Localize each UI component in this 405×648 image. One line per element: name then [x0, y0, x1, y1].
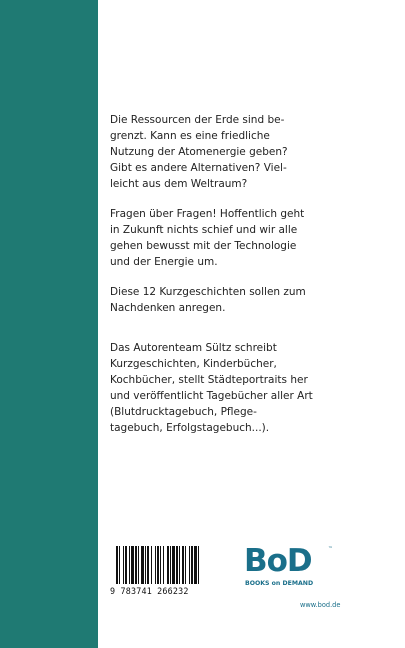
barcode-bar	[119, 546, 120, 584]
blurb-paragraph-3	[110, 284, 360, 316]
blurb-line: Fragen über Fragen! Hoffentlich geht	[110, 208, 305, 220]
barcode-bar	[189, 546, 190, 584]
blurb-line: in Zukunft nichts schief und wir alle	[110, 224, 298, 236]
barcode-bar	[167, 546, 169, 584]
bod-logo-subtitle: BOOKS on DEMAND	[245, 580, 314, 587]
barcode-bar	[141, 546, 144, 584]
barcode-bar	[172, 546, 175, 584]
barcode-bar	[125, 546, 127, 584]
author-line: Das Autorenteam Sültz schreibt	[110, 342, 277, 354]
author-line: tagebuch, Erfolgstagebuch...).	[110, 422, 270, 434]
isbn-barcode	[110, 546, 236, 596]
blurb-line: und der Energie um.	[110, 256, 218, 268]
author-line: (Blutdrucktagebuch, Pflege-	[110, 406, 257, 418]
blurb-line: leicht aus dem Weltraum?	[110, 178, 248, 190]
barcode-bar	[151, 546, 152, 584]
blurb-paragraph-2	[110, 206, 360, 270]
spine-band	[0, 0, 98, 648]
barcode-bar	[131, 546, 134, 584]
author-line: Kochbücher, stellt Städteportraits her	[110, 374, 308, 386]
barcode-bar	[157, 546, 159, 584]
bod-logo-mark: BoD	[244, 543, 312, 579]
barcode-bar	[198, 546, 199, 584]
barcode-bar	[123, 546, 124, 584]
blurb-line: grenzt. Kann es eine friedliche	[110, 130, 270, 142]
barcode-bar	[155, 546, 156, 584]
blurb-line: gehen bewusst mit der Technologie	[110, 240, 297, 252]
barcode-bar	[147, 546, 149, 584]
barcode-bars	[116, 546, 232, 584]
barcode-bar	[160, 546, 161, 584]
author-line: und veröffentlicht Tagebücher aller Art	[110, 390, 313, 402]
barcode-bar	[163, 546, 164, 584]
blurb-line: Die Ressourcen der Erde sind be-	[110, 114, 285, 126]
barcode-bar	[170, 546, 171, 584]
barcode-bar	[185, 546, 186, 584]
barcode-bar	[194, 546, 197, 584]
barcode-bar	[182, 546, 184, 584]
barcode-bar	[116, 546, 118, 584]
author-line: Kurzgeschichten, Kinderbücher,	[110, 358, 277, 370]
barcode-bar	[129, 546, 130, 584]
barcode-bar	[135, 546, 137, 584]
barcode-bar	[145, 546, 146, 584]
blurb-line: Nutzung der Atomenergie geben?	[110, 146, 288, 158]
blurb-text	[110, 112, 360, 450]
blurb-paragraph-1	[110, 112, 360, 192]
barcode-bar	[176, 546, 178, 584]
blurb-line: Gibt es andere Alternativen? Viel-	[110, 162, 287, 174]
author-paragraph	[110, 340, 360, 436]
isbn-digits: 9 783741 266232	[110, 586, 189, 596]
blurb-line: Diese 12 Kurzgeschichten sollen zum	[110, 286, 306, 298]
trademark-symbol: ™	[328, 546, 333, 552]
barcode-bar	[191, 546, 193, 584]
publisher-url: www.bod.de	[300, 601, 341, 609]
blurb-line: Nachdenken anregen.	[110, 302, 226, 314]
bod-logo	[244, 543, 344, 594]
barcode-bar	[138, 546, 139, 584]
barcode-bar	[179, 546, 180, 584]
